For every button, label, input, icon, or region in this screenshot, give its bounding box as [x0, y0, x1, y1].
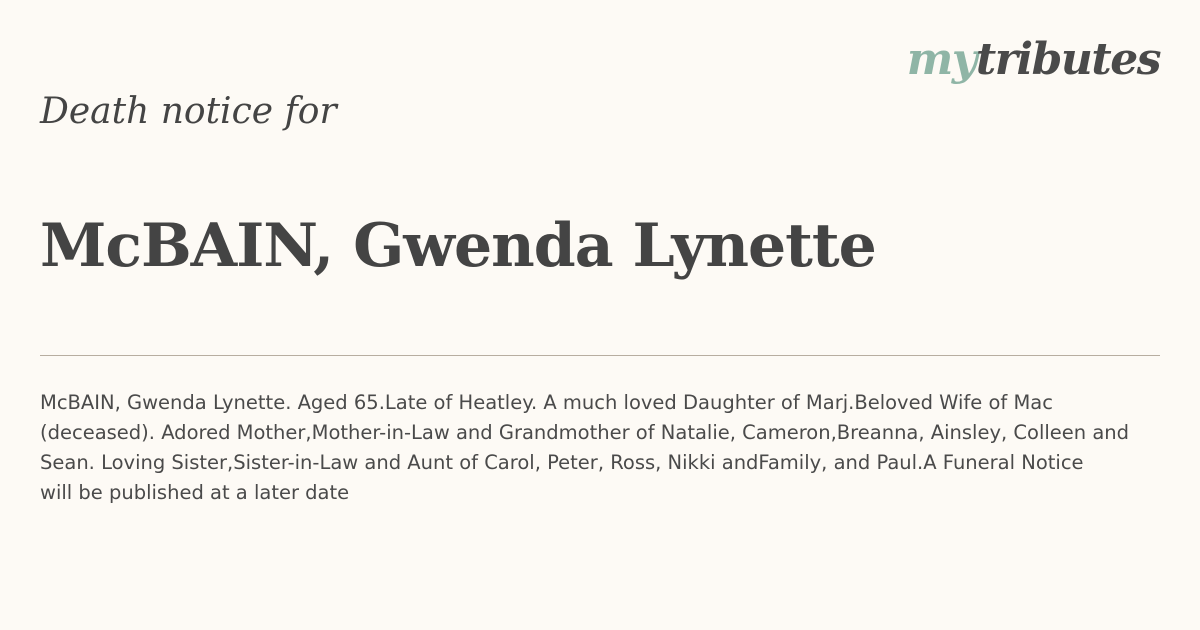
notice-kicker: Death notice for	[40, 91, 337, 132]
logo-my-text: my	[906, 34, 976, 85]
deceased-name-heading: McBAIN, Gwenda Lynette	[40, 211, 876, 281]
mytributes-logo[interactable]	[907, 32, 1160, 88]
notice-body-text: McBAIN, Gwenda Lynette. Aged 65.Late of Heatley. A much loved Daughter of Marj.Beloved Wife of Mac (deceased). Adored Mother,Mother-in-Law and Grandmother of Natalie, Cameron,Breanna, Ainsley, Colleen and Sean. Loving Sister,Sister-in-Law and Aunt of Carol, Peter, Ross, Nikki andFamily, and Paul.A Funeral Notice will be published at a later date	[40, 391, 1130, 504]
logo-tributes-text: tributes	[975, 34, 1160, 85]
section-divider	[40, 355, 1160, 356]
